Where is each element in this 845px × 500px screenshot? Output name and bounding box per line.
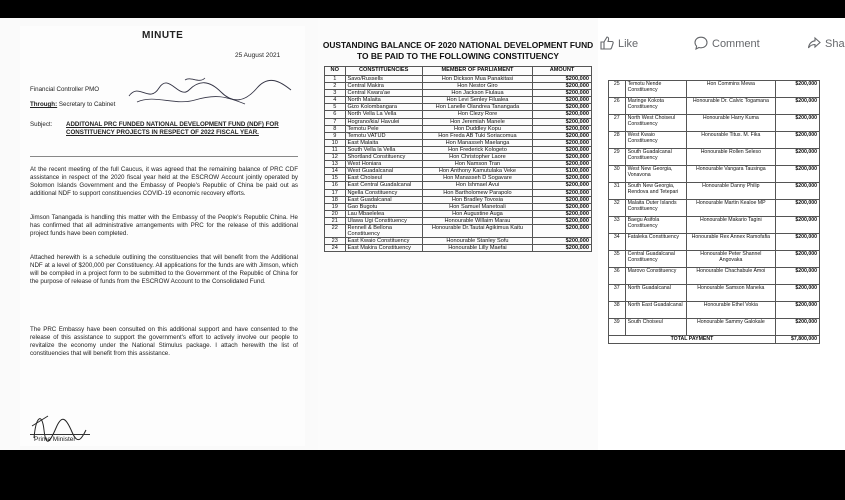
- cell-amount: $200,000: [775, 81, 819, 98]
- schedule-title: OUSTANDING BALANCE OF 2020 NATIONAL DEVELOPMENT FUND TO BE PAID TO THE FOLLOWING CONSTITUENCY: [322, 40, 594, 61]
- cell-no: 38: [609, 302, 626, 319]
- like-icon: [600, 36, 614, 50]
- cell-amount: $200,000: [533, 217, 592, 224]
- cell-constituency: West Guadalcanal: [345, 168, 422, 175]
- table-row: [609, 217, 820, 234]
- table-row: [325, 125, 592, 132]
- comment-label: Comment: [712, 38, 760, 50]
- cell-constituency: North Guadalcanal: [625, 285, 686, 302]
- cell-constituency: Temotu Nende Constituency: [625, 81, 686, 98]
- minute-date: 25 August 2021: [235, 52, 281, 59]
- cell-constituency: East Central Guadalcanal: [345, 182, 422, 189]
- cell-constituency: Savo/Russells: [345, 76, 422, 83]
- cell-amount: $200,000: [533, 90, 592, 97]
- cell-constituency: Marovo Constituency: [625, 268, 686, 285]
- table-row: [609, 149, 820, 166]
- cell-member: Hon Dickson Mua Panakitasi: [422, 76, 532, 83]
- cell-amount: $200,000: [533, 238, 592, 245]
- schedule-page-1: [318, 18, 598, 450]
- through-value: Secretary to Cabinet: [58, 101, 116, 108]
- cell-no: 3: [325, 90, 346, 97]
- table-row: [609, 319, 820, 336]
- cell-member: Honourable Peter Shannel Angovaka: [686, 251, 775, 268]
- cell-constituency: West New Georgia, Vonavona: [625, 166, 686, 183]
- cell-amount: $200,000: [533, 139, 592, 146]
- cell-no: 5: [325, 104, 346, 111]
- document-photo: [0, 18, 845, 450]
- cell-constituency: West Honiara: [345, 161, 422, 168]
- cell-constituency: Central Guadalcanal Constituency: [625, 251, 686, 268]
- cell-constituency: North West Choiseul Constituency: [625, 115, 686, 132]
- cell-no: 1: [325, 76, 346, 83]
- cell-member: Honourable Titus. M. Fika: [686, 132, 775, 149]
- cell-constituency: Baegu Asifola Constituency: [625, 217, 686, 234]
- subject-label: Subject:: [30, 121, 53, 128]
- cell-member: Honourable Lilly Maefai: [422, 245, 532, 252]
- cell-constituency: East Choiseul: [345, 175, 422, 182]
- cell-member: Hon Bartholomew Parapolo: [422, 189, 532, 196]
- cell-amount: $200,000: [533, 83, 592, 90]
- table-row: [609, 115, 820, 132]
- cell-no: 35: [609, 251, 626, 268]
- cell-constituency: Gao Bugotu: [345, 203, 422, 210]
- cell-member: Honourable Sammy Galokale: [686, 319, 775, 336]
- cell-constituency: Temotu Pele: [345, 125, 422, 132]
- table-row: [609, 268, 820, 285]
- cell-no: 36: [609, 268, 626, 285]
- cell-member: Hon Freda AB Tuki Soriacomua: [422, 132, 532, 139]
- cell-constituency: Rennell & Bellona Constituency: [345, 224, 422, 237]
- cell-member: Honourable Makario Tagini: [686, 217, 775, 234]
- table-row: [325, 97, 592, 104]
- cell-constituency: Temotu VATUD: [345, 132, 422, 139]
- cell-amount: $200,000: [533, 161, 592, 168]
- header-amount: AMOUNT: [533, 67, 592, 76]
- cell-no: 39: [609, 319, 626, 336]
- cell-amount: $200,000: [533, 97, 592, 104]
- signatory: Prime Minister: [34, 436, 76, 443]
- cell-constituency: East Makira Constituency: [345, 245, 422, 252]
- table-row: [325, 168, 592, 175]
- cell-member: Honourable Rex Annex Ramofafia: [686, 234, 775, 251]
- cell-no: 19: [325, 203, 346, 210]
- table-row: [325, 224, 592, 237]
- cell-no: 16: [325, 182, 346, 189]
- table-2-body: [609, 81, 820, 344]
- share-label: Sha: [825, 38, 845, 50]
- cell-member: Hon Augustine Auga: [422, 210, 532, 217]
- table-row: [609, 81, 820, 98]
- cell-no: 15: [325, 175, 346, 182]
- cell-member: Hon Samuel Manetoali: [422, 203, 532, 210]
- cell-constituency: Shortland Constituency: [345, 154, 422, 161]
- cell-constituency: Ulawa Ugi Constituency: [345, 217, 422, 224]
- cell-no: 24: [325, 245, 346, 252]
- cell-constituency: Fataleka Constituency: [625, 234, 686, 251]
- table-row: [325, 238, 592, 245]
- header-constituencies: CONSTITUENCIES: [345, 67, 422, 76]
- cell-amount: $200,000: [533, 76, 592, 83]
- cell-amount: $200,000: [533, 118, 592, 125]
- divider: [30, 156, 298, 157]
- cell-amount: $200,000: [533, 111, 592, 118]
- table-1-body: [325, 76, 592, 252]
- cell-no: 29: [609, 149, 626, 166]
- cell-member: Hon Frederick Kologeto: [422, 146, 532, 153]
- cell-member: Hon Jackson Fiulaua: [422, 90, 532, 97]
- minute-through: [30, 101, 115, 109]
- cell-member: Hon Nestor Giro: [422, 83, 532, 90]
- cell-member: Honourable Danny Philip: [686, 183, 775, 200]
- cell-constituency: Malaita Outer Islands Constituency: [625, 200, 686, 217]
- cell-constituency: North Malaita: [345, 97, 422, 104]
- like-label: Like: [618, 38, 639, 50]
- cell-member: Hon Manasseh Maelanga: [422, 139, 532, 146]
- cell-amount: $200,000: [533, 196, 592, 203]
- cell-member: Honourable Chachabule Amoi: [686, 268, 775, 285]
- table-row: [609, 183, 820, 200]
- table-row: [325, 139, 592, 146]
- cell-constituency: North East Guadalcanal: [625, 302, 686, 319]
- cell-amount: $200,000: [533, 210, 592, 217]
- cell-no: 30: [609, 166, 626, 183]
- cell-member: Hon Manasseh D Sogavare: [422, 175, 532, 182]
- cell-amount: $200,000: [533, 104, 592, 111]
- table-row: [609, 285, 820, 302]
- cell-amount: $200,000: [533, 224, 592, 237]
- cell-amount: $200,000: [533, 132, 592, 139]
- cell-no: 14: [325, 168, 346, 175]
- cell-no: 17: [325, 189, 346, 196]
- handwritten-signature: [125, 74, 295, 108]
- cell-no: 6: [325, 111, 346, 118]
- table-row: [325, 146, 592, 153]
- cell-no: 23: [325, 238, 346, 245]
- cell-member: Honourable Stanley Sofu: [422, 238, 532, 245]
- cell-member: Hon Bradley Tovosia: [422, 196, 532, 203]
- cell-constituency: South Guadalcanal Constituency: [625, 149, 686, 166]
- cell-no: 12: [325, 154, 346, 161]
- minute-title: MINUTE: [142, 30, 184, 41]
- cell-constituency: Gizo Kolombangara: [345, 104, 422, 111]
- cell-member: Honourable Dr.Tautai Agikimua Kaitu: [422, 224, 532, 237]
- table-row: [609, 98, 820, 115]
- cell-amount: $200,000: [775, 98, 819, 115]
- cell-no: 21: [325, 217, 346, 224]
- paragraph-2: Jimson Tanangada is handling this matter with the Embassy of the People's Republic China. He has confirmed that all administrative arrangements with PRC for the release of this additional project funds have been completed.: [30, 214, 298, 237]
- table-row: [609, 234, 820, 251]
- cell-constituency: Lau Mbaelelea: [345, 210, 422, 217]
- cell-member: Honourable Harry Kuma: [686, 115, 775, 132]
- cell-member: Hon Ishmael Avui: [422, 182, 532, 189]
- cell-no: 37: [609, 285, 626, 302]
- total-label: TOTAL PAYMENT: [609, 336, 776, 344]
- cell-member: Hon Commins Mewa: [686, 81, 775, 98]
- cell-amount: $200,000: [775, 132, 819, 149]
- comment-icon: [694, 36, 708, 50]
- cell-amount: $200,000: [775, 319, 819, 336]
- table-row: [609, 200, 820, 217]
- cell-amount: $200,000: [775, 183, 819, 200]
- total-row: [609, 336, 820, 344]
- share-icon: [807, 36, 821, 50]
- cell-constituency: East Malaita: [345, 139, 422, 146]
- cell-amount: $200,000: [775, 285, 819, 302]
- cell-no: 2: [325, 83, 346, 90]
- table-row: [609, 251, 820, 268]
- cell-constituency: East Kwaio Constituency: [345, 238, 422, 245]
- table-row: [325, 182, 592, 189]
- cell-member: Honourable Ethel Vokia: [686, 302, 775, 319]
- table-row: [325, 217, 592, 224]
- cell-amount: $200,000: [775, 268, 819, 285]
- cell-no: 26: [609, 98, 626, 115]
- cell-constituency: Central Kwara'ae: [345, 90, 422, 97]
- table-row: [325, 111, 592, 118]
- schedule-page-2: [598, 18, 845, 450]
- cell-member: Hon Christopher Laore: [422, 154, 532, 161]
- cell-constituency: Maringe Kokota Constituency: [625, 98, 686, 115]
- cell-member: Honourable Martin Kealoe MP: [686, 200, 775, 217]
- cell-member: Honourable Rollen Seleso: [686, 149, 775, 166]
- table-row: [325, 203, 592, 210]
- cell-constituency: Central Makira: [345, 83, 422, 90]
- total-amount: $7,800,000: [775, 336, 819, 344]
- cell-amount: $200,000: [775, 302, 819, 319]
- table-row: [325, 118, 592, 125]
- cell-no: 11: [325, 146, 346, 153]
- cell-no: 25: [609, 81, 626, 98]
- cell-member: Honourable Dr. Calvic Togamana: [686, 98, 775, 115]
- table-row: [325, 196, 592, 203]
- table-row: [325, 76, 592, 83]
- table-row: [325, 161, 592, 168]
- header-no: NO: [325, 67, 346, 76]
- cell-amount: $200,000: [533, 203, 592, 210]
- paragraph-3: Attached herewith is a schedule outlining the constituencies that will benefit from the Additional NDF at a level of $200,000 per Constituency. All applications for the funds are with Jimson, which will be compiled in a project form to be submitted to the Government of the Republic of China for the purpose of release of funds from the ESCROW Account to the Consolidated Fund.: [30, 254, 298, 285]
- cell-amount: $200,000: [533, 175, 592, 182]
- cell-member: Honourable Samson Maneka: [686, 285, 775, 302]
- cell-constituency: East Guadalcanal: [345, 196, 422, 203]
- table-row: [325, 210, 592, 217]
- cell-constituency: South New Georgia, Rendova and Tetepari: [625, 183, 686, 200]
- cell-constituency: Ngella Constituency: [345, 189, 422, 196]
- paragraph-1: At the recent meeting of the full Caucus, it was agreed that the remaining balance of PRC CDF assistance in respect of the 2020 fiscal year held at the ESCROW Account jointly operated by Solomon Islands Government and the Embassy of People's Republic of China be paid out as additional NDF to support constituencies COVID-19 economic recovery efforts.: [30, 166, 298, 197]
- table-row: [325, 175, 592, 182]
- cell-amount: $100,000: [533, 168, 592, 175]
- table-row: [609, 132, 820, 149]
- cell-member: Hon Clezy Rore: [422, 111, 532, 118]
- cell-no: 7: [325, 118, 346, 125]
- cell-constituency: South Vella la Vella: [345, 146, 422, 153]
- cell-no: 22: [325, 224, 346, 237]
- cell-amount: $200,000: [533, 182, 592, 189]
- cell-no: 9: [325, 132, 346, 139]
- cell-constituency: South Choiseul: [625, 319, 686, 336]
- cell-member: Hon Lanelle Olandrea Tanangada: [422, 104, 532, 111]
- facebook-action-bar: [598, 18, 845, 62]
- cell-no: 20: [325, 210, 346, 217]
- minute-document: [20, 26, 305, 446]
- cell-amount: $200,000: [533, 146, 592, 153]
- cell-member: Hon Namson Tran: [422, 161, 532, 168]
- table-row: [609, 166, 820, 183]
- cell-no: 28: [609, 132, 626, 149]
- cell-no: 18: [325, 196, 346, 203]
- cell-amount: $200,000: [533, 154, 592, 161]
- table-row: [325, 104, 592, 111]
- cell-amount: $200,000: [533, 245, 592, 252]
- cell-no: 32: [609, 200, 626, 217]
- subject-text: ADDITONAL PRC FUNDED NATIONAL DEVELOPMENT FUND (NDF) FOR CONSTITUENCY PROJECTS IN RESPECT OF 2022 FISCAL YEAR.: [66, 121, 279, 136]
- cell-no: 27: [609, 115, 626, 132]
- table-row: [325, 245, 592, 252]
- table-row: [325, 154, 592, 161]
- cell-no: 13: [325, 161, 346, 168]
- cell-amount: $200,000: [775, 251, 819, 268]
- paragraph-4: The PRC Embassy have been consulted on this additional support and have consented to the release of this assistance to support the government's effort to actively involve our people to revitalize the economy under the National Stimulus package. I attach herewith the list of constituencies that will benefit from this assistance.: [30, 326, 298, 357]
- constituency-table-1: [324, 66, 592, 252]
- cell-amount: $200,000: [775, 166, 819, 183]
- cell-amount: $200,000: [533, 125, 592, 132]
- constituency-table-2: [608, 80, 820, 344]
- header-member: MEMBER OF PARLIAMENT: [422, 67, 532, 76]
- cell-constituency: North Vella La Vella: [345, 111, 422, 118]
- cell-constituency: Hograno/kia/ Havulei: [345, 118, 422, 125]
- cell-member: Hon Levi Senley Filualea: [422, 97, 532, 104]
- cell-constituency: West Kwaio Constituency: [625, 132, 686, 149]
- cell-amount: $200,000: [775, 149, 819, 166]
- table-row: [325, 132, 592, 139]
- cell-no: 10: [325, 139, 346, 146]
- cell-amount: $200,000: [775, 115, 819, 132]
- cell-member: Honourable Vangara Tausinga: [686, 166, 775, 183]
- cell-no: 34: [609, 234, 626, 251]
- cell-amount: $200,000: [533, 189, 592, 196]
- minute-from: Financial Controller PMO: [30, 86, 100, 93]
- cell-no: 33: [609, 217, 626, 234]
- cell-member: Hon Anthony Kamutulaka Veke: [422, 168, 532, 175]
- cell-member: Hon Duddley Kopu: [422, 125, 532, 132]
- table-row: [325, 189, 592, 196]
- table-header-row: [325, 67, 592, 76]
- cell-member: Hon Jeremiah Manele: [422, 118, 532, 125]
- cell-member: Honourable Willaim Marau: [422, 217, 532, 224]
- cell-no: 4: [325, 97, 346, 104]
- cell-no: 8: [325, 125, 346, 132]
- cell-no: 31: [609, 183, 626, 200]
- table-row: [325, 90, 592, 97]
- cell-amount: $200,000: [775, 234, 819, 251]
- through-label: Through:: [30, 101, 58, 108]
- cell-amount: $200,000: [775, 217, 819, 234]
- cell-amount: $200,000: [775, 200, 819, 217]
- table-row: [609, 302, 820, 319]
- table-row: [325, 83, 592, 90]
